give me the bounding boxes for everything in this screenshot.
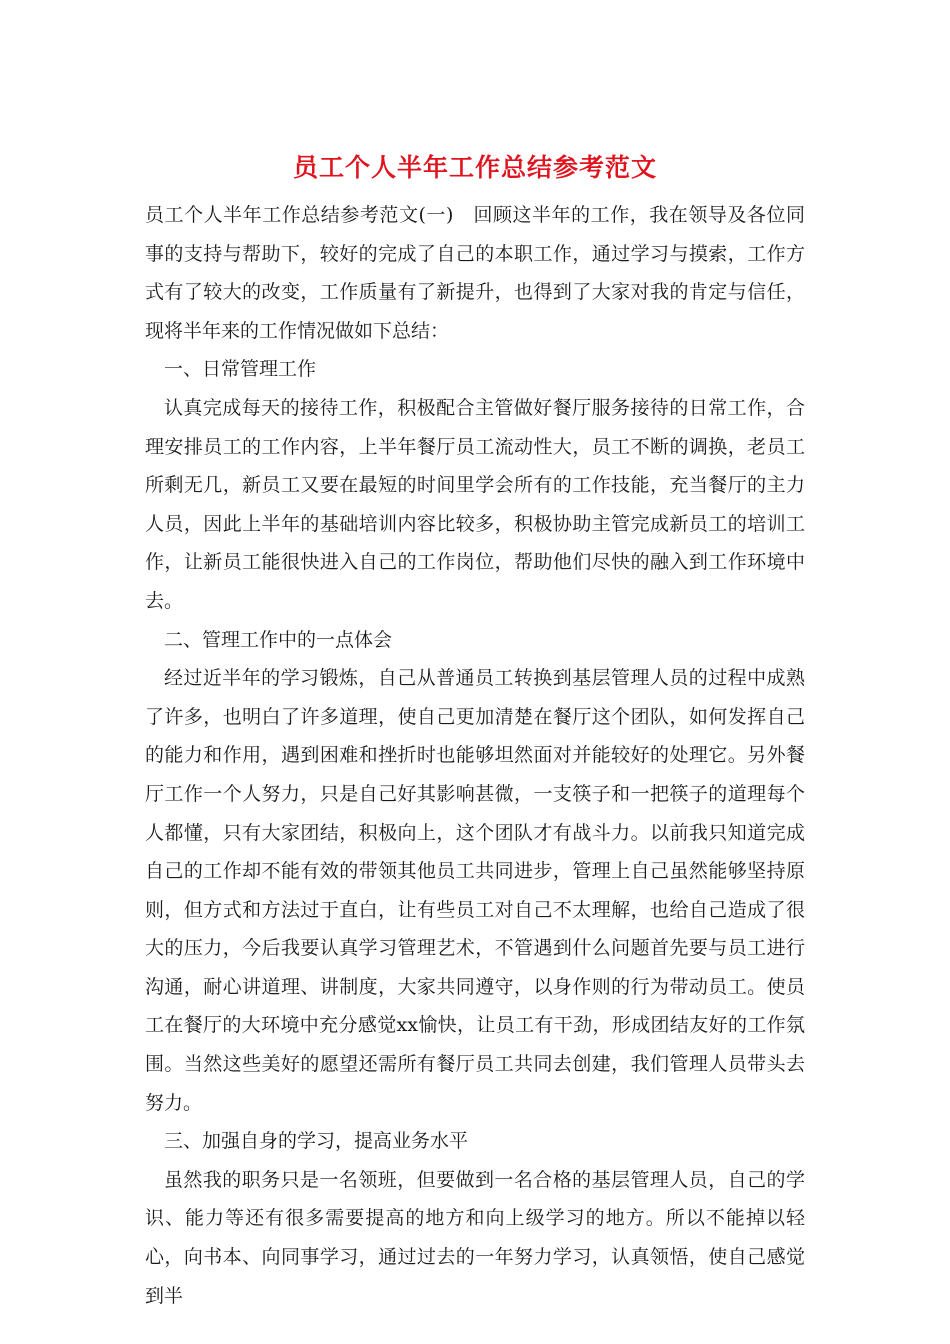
section-body-daily-management: 认真完成每天的接待工作，积极配合主管做好餐厅服务接待的日常工作，合理安排员工的工作内容，上半年餐厅员工流动性大，员工不断的调换，老员工所剩无几，新员工又要在最短的时间里学会所有的工作技能，充当餐厅的主力人员，因此上半年的基础培训内容比较多，积极协助主管完成新员工的培训工作，让新员工能很快进入自己的工作岗位，帮助他们尽快的融入到工作环境中去。 (145, 396, 805, 612)
section-body-management-experience: 经过近半年的学习锻炼，自己从普通员工转换到基层管理人员的过程中成熟了许多，也明白了许多道理，使自己更加清楚在餐厅这个团队，如何发挥自己的能力和作用，遇到困难和挫折时也能够坦然面对并能较好的处理它。另外餐厅工作一个人努力，只是自己好其影响甚微，一支筷子和一把筷子的道理每个人都懂，只有大家团结，积极向上，这个团队才有战斗力。以前我只知道完成自己的工作却不能有效的带领其他员工共同进步，管理上自己虽然能够坚持原则，但方式和方法过于直白，让有些员工对自己不太理解，也给自己造成了很大的压力，今后我要认真学习管理艺术，不管遇到什么问题首先要与员工进行沟通，耐心讲道理、讲制度，大家共同遵守，以身作则的行为带动员工。使员工在餐厅的大环境中充分感觉xx愉快，让员工有干劲，形成团结友好的工作氛围。当然这些美好的愿望还需所有餐厅员工共同去创建，我们管理人员带头去努力。 (145, 667, 805, 1114)
section-body-self-learning: 虽然我的职务只是一名领班，但要做到一名合格的基层管理人员，自己的学识、能力等还有很多需要提高的地方和向上级学习的地方。所以不能掉以轻心，向书本、向同事学习，通过过去的一年努力学习，认真领悟，使自己感觉到半 (145, 1168, 805, 1307)
section-heading-management-experience: 二、管理工作中的一点体会 (164, 628, 393, 651)
document-title: 员工个人半年工作总结参考范文 (292, 153, 657, 182)
section-heading-daily-management: 一、日常管理工作 (164, 358, 317, 381)
intro-paragraph: 员工个人半年工作总结参考范文(一) 回顾这半年的工作，我在领导及各位同事的支持与帮助下，较好的完成了自己的本职工作，通过学习与摸索，工作方式有了较大的改变，工作质量有了新提升，也得到了大家对我的肯定与信任，现将半年来的工作情况做如下总结： (145, 204, 805, 342)
section-heading-self-learning: 三、加强自身的学习，提高业务水平 (164, 1130, 469, 1153)
document-body (145, 196, 805, 1315)
